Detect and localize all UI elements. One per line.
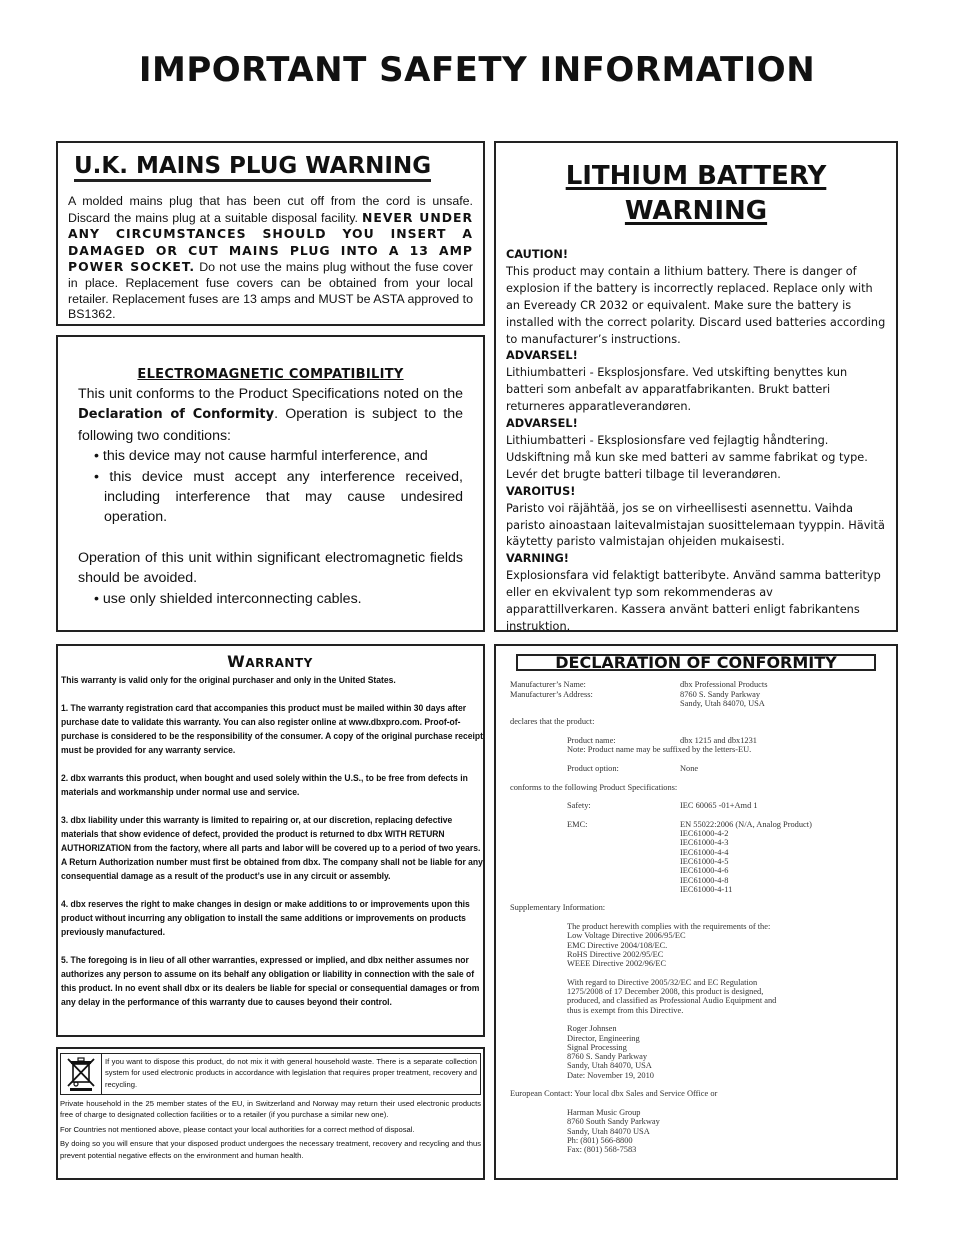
crossed-out-wheelie-bin-icon xyxy=(61,1054,102,1094)
lithium-section-heading: CAUTION! xyxy=(506,248,568,261)
doc-label: Safety: xyxy=(567,801,591,811)
doc-contact-line: Harman Music Group xyxy=(567,1107,641,1117)
doc-label: Product name: xyxy=(567,736,616,746)
emc-intro-text-2: . Operation is subject to the following two conditions: xyxy=(78,406,463,444)
doc-label: Manufacturer’s Name: xyxy=(510,680,586,690)
doc-value: EN 55022:2006 (N/A, Analog Product) xyxy=(680,819,812,829)
doc-supp-line: The product herewith complies with the requirements of the: xyxy=(567,922,771,932)
doc-statement: conforms to the following Product Specifications: xyxy=(510,782,678,792)
warranty-paragraph: 4. dbx reserves the right to make changes in design or make additions to or improvements upon this product without incurring any obligation to install the same additions or improvements on products previously manufactured. xyxy=(61,899,470,937)
uk-mains-plug-warning-box xyxy=(56,141,485,326)
warranty-box xyxy=(56,644,485,1037)
doc-value: IEC61000-4-8 xyxy=(680,875,729,885)
lithium-section-heading: VARNING! xyxy=(506,552,569,566)
weee-notice xyxy=(60,1053,481,1095)
lithium-battery-warning-box xyxy=(494,141,898,632)
warranty-paragraph: 5. The foregoing is in lieu of all other warranties, expressed or implied, and dbx neither assumes nor authorizes any person to assume on its behalf any obligation or liability in connection with the sale of this product. In no event shall dbx or its dealers be liable for special or consequential damages or from any delay in the performance of this warranty due to causes beyond their control. xyxy=(61,955,480,1007)
doc-statement: declares that the product: xyxy=(510,717,595,727)
doc-supp-line: 1275/2008 of 17 December 2008, this product is designed, xyxy=(567,987,764,997)
emc-bullet: • this device must accept any interference received, including interference that may cause undesired operation. xyxy=(94,468,463,526)
doc-label: EMC: xyxy=(567,819,588,829)
lithium-section-text: Paristo voi räjähtää, jos se on virheellisesti asennettu. Vaihda paristo ainoastaan laitevalmistajan suosittelemaan tyyppin. Hävitä käytetty paristo valmistajan ohjeiden mukaisesti. xyxy=(506,501,885,549)
emc-body xyxy=(78,384,463,609)
warranty-body xyxy=(61,673,485,1009)
declaration-of-conformity-box xyxy=(494,644,898,1180)
uk-warning-body xyxy=(68,194,473,323)
warranty-title-rest: ARRANTY xyxy=(245,656,313,670)
doc-signer-line: 8760 S. Sandy Parkway xyxy=(567,1052,648,1062)
doc-label: Supplementary Information: xyxy=(510,903,606,913)
warranty-title-cap: W xyxy=(227,652,246,671)
doc-value: IEC61000-4-6 xyxy=(680,866,729,876)
doc-note: Note: Product name may be suffixed by the letters-EU. xyxy=(567,745,752,755)
doc-contact-line: Ph: (801) 566-8800 xyxy=(567,1135,633,1145)
warranty-title xyxy=(61,652,479,671)
emc-title: ELECTROMAGNETIC COMPATIBILITY xyxy=(137,367,404,382)
doc-label: Product option: xyxy=(567,763,619,773)
doc-title: DECLARATION OF CONFORMITY xyxy=(516,654,876,671)
doc-value: None xyxy=(680,763,699,773)
doc-contact-line: Sandy, Utah 84070 USA xyxy=(567,1126,650,1136)
uk-warning-bold-text: NEVER UNDER ANY CIRCUMSTANCES SHOULD YOU INSERT A DAMAGED OR CUT MAINS PLUG INTO A 13 AMP POWER SOCKET. xyxy=(68,209,473,275)
weee-details xyxy=(60,1098,481,1161)
doc-value: dbx 1215 and dbx1231 xyxy=(680,736,757,746)
lithium-section-heading: ADVARSEL! xyxy=(506,417,578,431)
emc-intro xyxy=(78,384,463,446)
emc-paragraph: Operation of this unit within significant electromagnetic fields should be avoided. xyxy=(78,549,463,587)
emc-bullet: • use only shielded interconnecting cables. xyxy=(94,590,362,607)
doc-statement: European Contact: Your local dbx Sales and Service Office or xyxy=(510,1089,718,1099)
warranty-paragraph: 1. The warranty registration card that accompanies this product must be mailed within 30 days after purchase date to validate this warranty. You can also register online at www.dbxpro.com. Proof-of-purchase is considered to be the responsibility of the consumer. A copy of the original purchase receipt must be provided for any warranty service. xyxy=(61,703,483,755)
uk-warning-text-1: A molded mains plug that has been cut off from the cord is unsafe. Discard the mains plug at a suitable disposal facility. xyxy=(68,194,473,225)
warranty-paragraph: This warranty is valid only for the original purchaser and only in the United States. xyxy=(61,675,396,685)
doc-value: Sandy, Utah 84070, USA xyxy=(680,698,765,708)
lithium-section-text: Lithiumbatteri - Eksplosionsfare ved fejlagtig håndtering. Udskiftning må kun ske med batteri av samme fabrikat og type. Levér det brugte batteri tilbage til leverandøren. xyxy=(506,433,868,481)
doc-signer-line: Sandy, Utah 84070, USA xyxy=(567,1061,652,1071)
weee-paragraph: Private household in the 25 member states of the EU, in Switzerland and Norway may return their used electronic products free of charge to designated collection facilities or to a retailer (if you purchase a similar new one). xyxy=(60,1099,481,1120)
doc-value: IEC61000-4-3 xyxy=(680,838,729,848)
weee-paragraph: By doing so you will ensure that your disposed product undergoes the necessary treatment, recovery and recycling and thus prevent potential negative effects on the environment and human health. xyxy=(60,1139,481,1160)
doc-supp-line: RoHS Directive 2002/95/EC xyxy=(567,949,664,959)
doc-supp-line: EMC Directive 2004/108/EC. xyxy=(567,940,668,950)
doc-signer-line: Date: November 19, 2010 xyxy=(567,1070,654,1080)
warranty-paragraph: 3. dbx liability under this warranty is limited to repairing or, at our discretion, replacing defective materials that show evidence of defect, provided the product is returned to dbx WITH RETURN AUTHORIZATION from the factory, where all parts and labor will be covered up to a period of two years. A Return Authorization number must first be obtained from dbx. The company shall not be liable for any consequential damage as a result of the product’s use in any circuit or assembly. xyxy=(61,815,483,881)
doc-supp-line: produced, and classified as Professional Audio Equipment and xyxy=(567,996,777,1006)
lithium-section-text: Explosionsfara vid felaktigt batteribyte. Använd samma batterityp eller en ekvivalent typ som rekommenderas av apparattillverkaren. Kassera använt batteri enligt fabrikantens instruktion. xyxy=(506,569,881,633)
doc-value: IEC 60065 -01+Amd 1 xyxy=(680,801,758,811)
emc-box xyxy=(56,335,485,632)
doc-label: Manufacturer’s Address: xyxy=(510,689,593,699)
doc-signer-line: Director, Engineering xyxy=(567,1033,640,1043)
lithium-section-text: Lithiumbatteri - Eksplosjonsfare. Ved utskifting benyttes kun batteri som anbefalt av apparatfabrikanten. Brukt batteri returneres apparatleverandøren. xyxy=(506,366,848,414)
emc-intro-bold: Declaration of Conformity xyxy=(78,407,275,423)
weee-top-text: If you want to dispose this product, do not mix it with general household waste. There is a separate collection system for used electronic products in accordance with legislation that requires proper treatment, recovery and recycling. xyxy=(105,1057,477,1089)
doc-signer-line: Signal Processing xyxy=(567,1042,627,1052)
doc-contact-line: 8760 South Sandy Parkway xyxy=(567,1117,660,1127)
lithium-section-text: This product may contain a lithium battery. There is danger of explosion if the battery is incorrectly replaced. Replace only with an Eveready CR 2032 or equivalent. Make sure the battery is installed with the correct polarity. Discard used batteries according to manufacturer’s instructions. xyxy=(506,264,886,346)
lithium-section-heading: VAROITUS! xyxy=(506,484,576,498)
doc-supp-line: thus is exempt from this Directive. xyxy=(567,1005,684,1015)
doc-supp-line: Low Voltage Directive 2006/95/EC xyxy=(567,931,686,941)
doc-signer-line: Roger Johnsen xyxy=(567,1024,617,1034)
weee-disposal-box xyxy=(56,1047,485,1180)
lithium-warning-body xyxy=(506,247,886,636)
doc-contact-line: Fax: (801) 568-7583 xyxy=(567,1145,637,1155)
doc-value: IEC61000-4-4 xyxy=(680,847,729,857)
doc-supp-line: With regard to Directive 2005/32/EC and EC Regulation xyxy=(567,977,758,987)
lithium-warning-title: LITHIUM BATTERY WARNING xyxy=(565,161,827,226)
lithium-section-heading: ADVARSEL! xyxy=(506,349,578,363)
page-title: IMPORTANT SAFETY INFORMATION xyxy=(138,50,816,90)
uk-warning-title: U.K. MAINS PLUG WARNING xyxy=(74,153,431,182)
doc-value: IEC61000-4-11 xyxy=(680,884,733,894)
weee-paragraph: For Countries not mentioned above, please contact your local authorities for a correct method of disposal. xyxy=(60,1124,415,1134)
doc-supp-line: WEEE Directive 2002/96/EC xyxy=(567,959,667,969)
warranty-paragraph: 2. dbx warrants this product, when bought and used solely within the U.S., to be free from defects in materials and workmanship under normal use and service. xyxy=(61,773,468,797)
emc-bullet: • this device may not cause harmful interference, and xyxy=(94,448,428,465)
doc-value: dbx Professional Products xyxy=(680,680,768,690)
doc-value: IEC61000-4-2 xyxy=(680,829,729,839)
uk-warning-text-2: Do not use the mains plug without the fuse cover in place. Replacement fuse covers can be obtained from your local retailer. Replacement fuses are 13 amps and MUST be ASTA approved to BS1362. xyxy=(68,260,473,322)
emc-intro-text: This unit conforms to the Product Specifications noted on the xyxy=(78,386,463,402)
doc-value: 8760 S. Sandy Parkway xyxy=(680,689,761,699)
doc-value: IEC61000-4-5 xyxy=(680,856,729,866)
